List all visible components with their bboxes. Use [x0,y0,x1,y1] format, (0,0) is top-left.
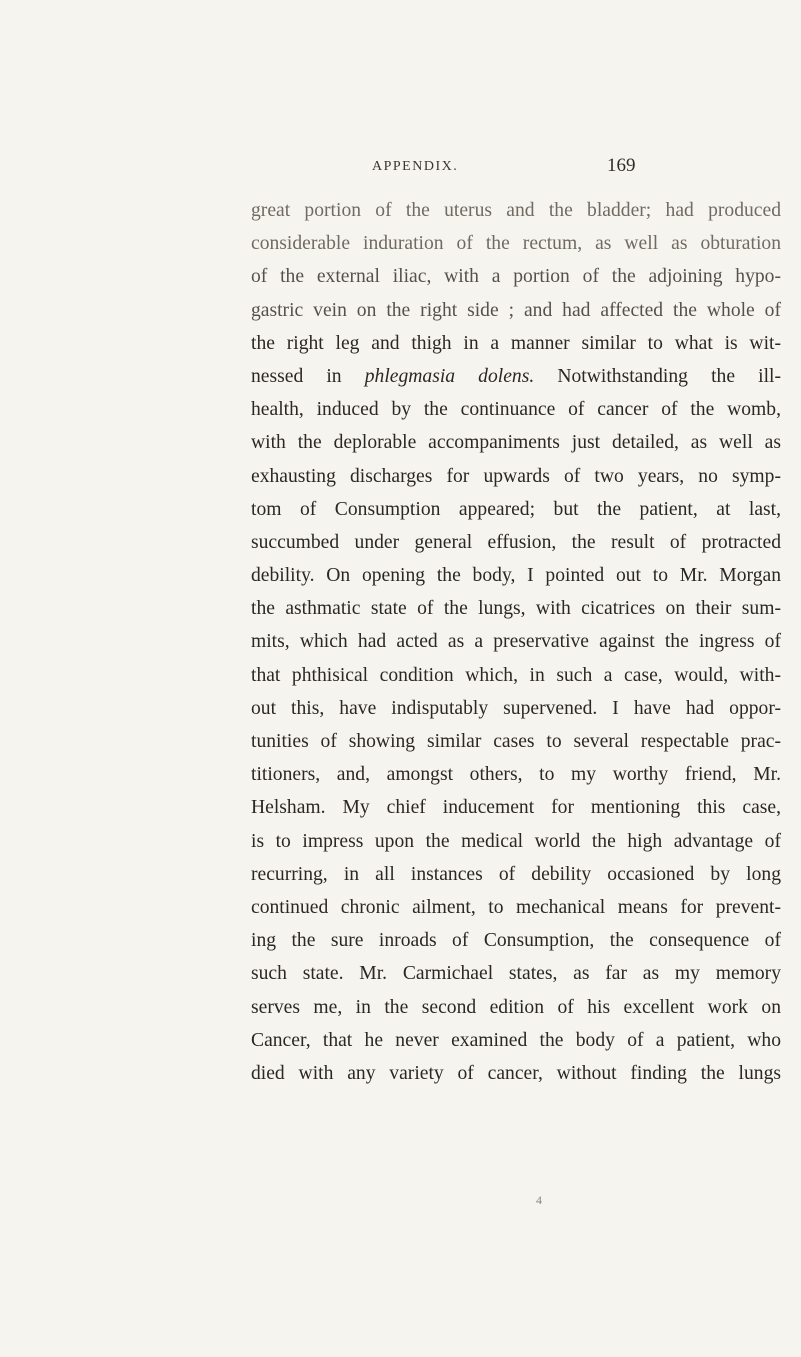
text-line: such state. Mr. Carmichael states, as far as my memory [251,963,781,985]
text-line: succumbed under general effusion, the result of protracted [251,531,781,553]
text-line: great portion of the uterus and the bladder; had produced [251,200,781,221]
text-line [251,360,781,393]
text-line: serves me, in the second edition of his excellent work on [251,996,781,1018]
text-line: gastric vein on the right side ; and had affected the whole of [251,299,781,321]
text-line: out this, have indisputably supervened. I have had oppor- [251,697,781,719]
text-line: ing the sure inroads of Consumption, the consequence of [251,930,781,952]
page-number: 169 [607,155,636,176]
text-line: the asthmatic state of the lungs, with cicatrices on their sum- [251,598,781,620]
text-line: of the external iliac, with a portion of the adjoining hypo- [251,266,781,288]
text-line: the right leg and thigh in a manner similar to what is wit- [251,332,781,354]
body-text [251,194,781,1090]
text-line: tom of Consumption appeared; but the patient, at last, [251,498,781,520]
text-line-lead: nessed in [251,365,365,387]
text-line: is to impress upon the medical world the high advantage of [251,830,781,852]
text-line: mits, which had acted as a preservative against the ingress of [251,631,781,653]
text-line: titioners, and, amongst others, to my worthy friend, Mr. [251,764,781,786]
running-title: APPENDIX. [372,159,459,174]
text-line: tunities of showing similar cases to several respectable prac- [251,731,781,752]
text-line: considerable induration of the rectum, as well as obturation [251,233,781,255]
text-line: Cancer, that he never examined the body of a patient, who [251,1029,781,1051]
text-line: health, induced by the continuance of cancer of the womb, [251,399,781,421]
running-head [0,155,801,185]
text-line: that phthisical condition which, in such a case, would, with- [251,664,781,686]
text-line: Helsham. My chief inducement for mentioning this case, [251,797,781,819]
text-line-tail: Notwithstanding the ill- [534,365,781,387]
text-line: recurring, in all instances of debility occasioned by long [251,863,781,885]
text-line: debility. On opening the body, I pointed out to Mr. Morgan [251,565,781,587]
text-line: with the deplorable accompaniments just detailed, as well as [251,432,781,454]
text-line: died with any variety of cancer, without finding the lungs [251,1062,781,1084]
text-line: continued chronic ailment, to mechanical means for prevent- [251,896,781,918]
signature-mark: 4 [536,1193,542,1207]
italic-term: phlegmasia dolens. [364,365,535,387]
text-line: exhausting discharges for upwards of two years, no symp- [251,465,781,487]
